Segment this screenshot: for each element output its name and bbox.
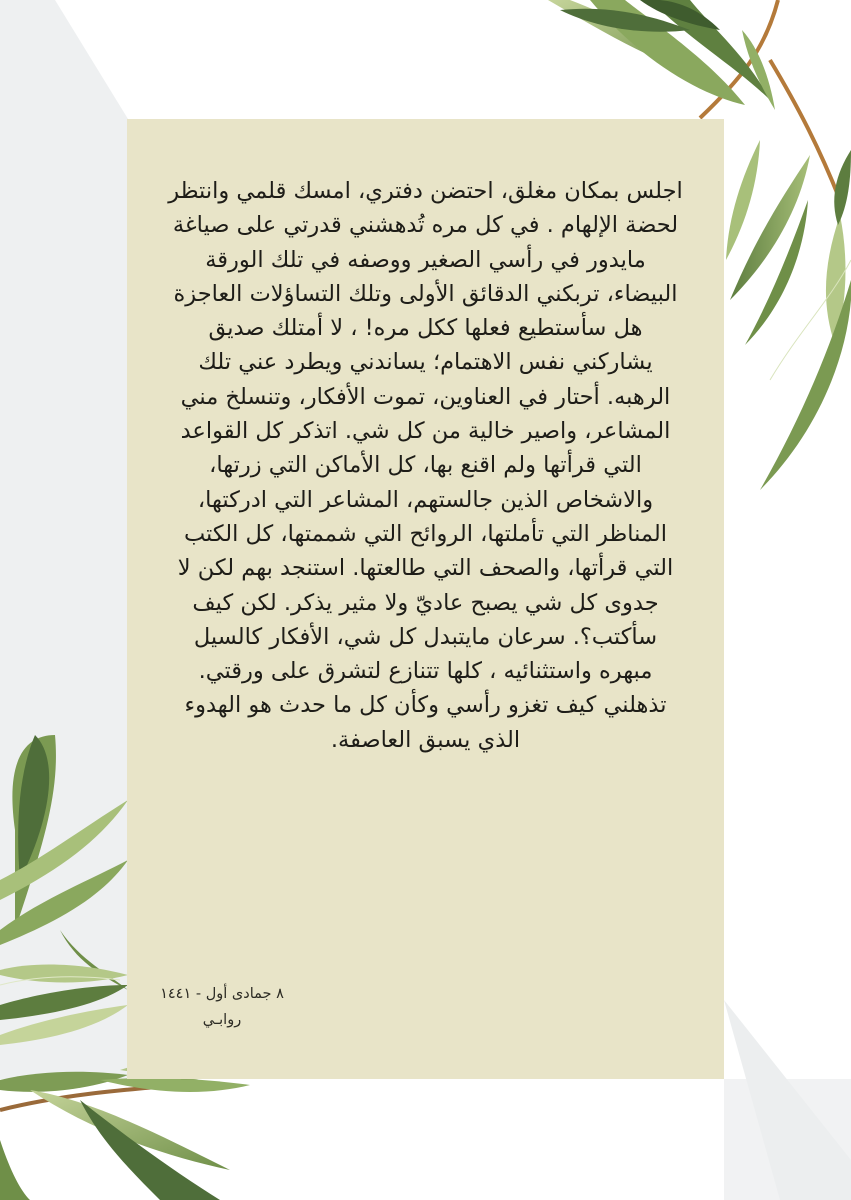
leaf xyxy=(726,140,760,260)
body-text: اجلس بمكان مغلق، احتضن دفتري، امسك قلمي وانتظر لحضة الإلهام . في كل مره تُدهشني قدرتي على صياغة مايدور في رأسي الصغير ووصفه في تلك الورقة البيضاء، تربكني الدقائق الأولى وتلك التساؤلات العاجزة هل سأستطيع فعلها ككل مره! ، لا أمتلك صديق يشاركني نفس الاهتمام؛ يساندني ويطرد عني تلك الرهبه. أحتار في العناوين، تموت الأفكار، وتنسلخ مني المشاعر، واصير خالية من كل شي. اتذكر كل القواعد التي قرأتها ولم اقنع بها، كل الأماكن التي زرتها، والاشخاص الذين جالستهم، المشاعر التي ادركتها، المناظر التي تأملتها، الروائح التي شممتها، كل الكتب التي قرأتها، والصحف التي طالعتها. استنجد بهم لكن لا جدوى كل شي يصبح عاديّ ولا مثير يذكر. لكن كيف سأكتب؟. سرعان مايتبدل كل شي، الأفكار كالسيل مبهره واستثنائيه ، كلها تتنازع لتشرق على ورقتي. تذهلني كيف تغزو رأسي وكأن كل ما حدث هو الهدوء الذي يسبق العاصفة. xyxy=(168,178,683,753)
signature xyxy=(147,981,297,1033)
leaf xyxy=(834,150,851,225)
stem xyxy=(770,60,840,200)
text-card xyxy=(127,119,724,1079)
leaf xyxy=(0,965,128,983)
date-text: ٨ جمادى أول - ١٤٤١ xyxy=(160,986,284,1002)
leaf xyxy=(0,1140,30,1200)
author-name: روابـي xyxy=(202,1012,242,1028)
